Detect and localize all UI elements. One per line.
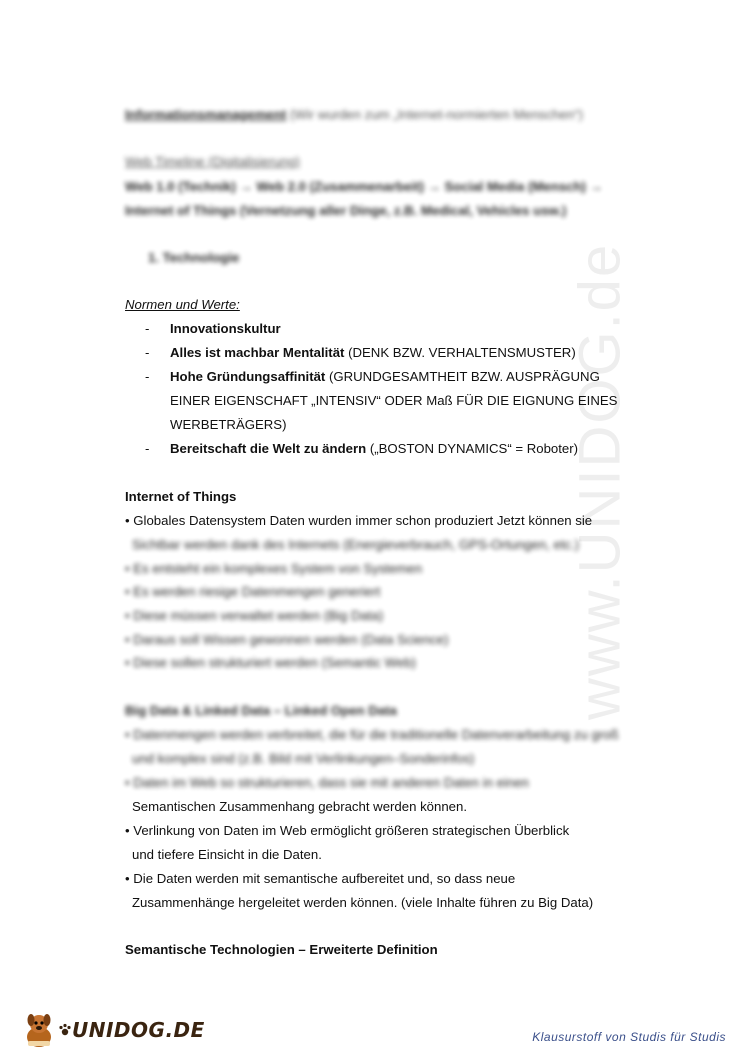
iot-heading: Internet of Things — [125, 489, 237, 504]
blurred-line: • Diese sollen strukturiert werden (Semantic Web) — [125, 655, 416, 670]
semantic-heading: Semantische Technologien – Erweiterte Definition — [125, 942, 438, 957]
item-bold: Alles ist machbar Mentalität — [170, 345, 345, 360]
bigdata-line: Semantischen Zusammenhang gebracht werden können. — [132, 799, 468, 814]
item-bold: Innovationskultur — [170, 321, 281, 336]
item-continuation: EINER EIGENSCHAFT „INTENSIV“ ODER Maß FÜR DIE EIGNUNG EINES — [170, 393, 618, 408]
item-rest: (DENK BZW. VERHALTENSMUSTER) — [344, 345, 576, 360]
item-rest: (GRUNDGESAMTHEIT BZW. AUSPRÄGUNG — [325, 369, 600, 384]
footer-tagline: Klausurstoff von Studis für Studis — [532, 1030, 726, 1044]
section-technologie: 1. Technologie — [148, 250, 240, 265]
timeline-heading: Web Timeline (Digitalisierung) — [125, 154, 300, 169]
bigdata-heading: Big Data & Linked Data – Linked Open Data — [125, 703, 397, 718]
blurred-line: Sichtbar werden dank des Internets (Energieverbrauch, GPS-Ortungen, etc.) — [132, 537, 580, 552]
bigdata-line: und tiefere Einsicht in die Daten. — [132, 847, 322, 862]
document-page: www.UNIDOG.de Informationsmanagement (Wir wurden zum „Internet-normierten Menschen“) Web Timeline (Digitalisierung) Web 1.0 (Technik) → Web 2.0 (Zusammenarbeit) → Social Media (Mensch) → Internet of Things (Vernetzung aller Dinge, z.B. Medical, Vehicles usw.) 1. Technologie Normen und Werte: - Innovationskultur - Alles ist machbar Mentalität (DENK BZW. VERHALTENSMUSTER) - Hohe Gründungsaffinität (GRUNDGESAMTHEIT BZW. AUSPRÄGUNG EINER EIGENSCHAFT „INTENSIV“ ODER Maß FÜR DIE EIGNUNG EINES WERBETRÄGERS) - Bereitschaft die Welt zu ändern („BOSTON DYNAMICS“ = Roboter) Internet of Things • Globales Datensystem Daten wurden immer schon produziert Jetzt können sie Sichtbar werden dank des Internets (Energieverbrauch, GPS-Ortungen, etc.) • Es entsteht ein komplexes System von Systemen • Es werden riesige Datenmengen generiert • Diese müssen verwaltet werden (Big Data) • Daraus soll Wissen gewonnen werden (Data Science) • Diese sollen strukturiert werden (Semantic Web) Big Data & Linked Data – Linked Open Data • Datenmengen werden verbreitet, die für die traditionelle Datenverarbeitung zu groß und komplex sind (z.B. Bild mit Verlinkungen–Sonderinfos) • Daten im Web so strukturieren, dass sie mit anderen Daten in einen Semantischen Zusammenhang gebracht werden können. • Verlinkung von Daten im Web ermöglicht größeren strategischen Überblick und tiefere Einsicht in die Daten. • Die Daten werden mit semantische aufbereitet und, so dass neue Zusammenhänge hergeleitet werden können. (viele Inhalte führen zu Big Data) Semantische Technologien – Erweiterte Definition UNIDOG.DE Klausurstoff von Studis für Studis — [0, 0, 750, 1059]
blurred-line: • Es entsteht ein komplexes System von Systemen — [125, 561, 423, 576]
iot-line-1: • Globales Datensystem Daten wurden immer schon produziert Jetzt können sie — [125, 513, 593, 528]
bigdata-line: • Die Daten werden mit semantische aufbereitet und, so dass neue — [125, 871, 516, 886]
normen-heading: Normen und Werte: — [125, 297, 240, 312]
blurred-line: • Diese müssen verwaltet werden (Big Data) — [125, 608, 384, 623]
item-rest: („BOSTON DYNAMICS“ = Roboter) — [366, 441, 579, 456]
dog-mascot-icon — [22, 1011, 56, 1049]
bigdata-line: • Verlinkung von Daten im Web ermöglicht größeren strategischen Überblick — [125, 823, 570, 838]
blurred-line: • Datenmengen werden verbreitet, die für die traditionelle Datenverarbeitung zu groß — [125, 727, 619, 742]
blurred-line: • Es werden riesige Datenmengen generiert — [125, 584, 381, 599]
item-bold: Hohe Gründungsaffinität — [170, 369, 326, 384]
timeline-line-2: Internet of Things (Vernetzung aller Dinge, z.B. Medical, Vehicles usw.) — [125, 203, 567, 218]
blurred-line: • Daten im Web so strukturieren, dass sie mit anderen Daten in einen — [125, 775, 529, 790]
timeline-line-1: Web 1.0 (Technik) → Web 2.0 (Zusammenarbeit) → Social Media (Mensch) → — [125, 179, 603, 194]
paw-icon — [58, 1023, 72, 1037]
bigdata-line: Zusammenhänge hergeleitet werden können. (viele Inhalte führen zu Big Data) — [132, 895, 594, 910]
logo-text: UNIDOG.DE — [72, 1018, 205, 1042]
doc-title-line — [125, 106, 583, 124]
doc-title: Informationsmanagement — [125, 107, 287, 122]
blurred-line: und komplex sind (z.B. Bild mit Verlinkungen–Sonderinfos) — [132, 751, 475, 766]
doc-title-note: (Wir wurden zum „Internet-normierten Menschen“) — [289, 107, 584, 122]
item-bold: Bereitschaft die Welt zu ändern — [170, 441, 367, 456]
unidog-logo — [22, 1010, 205, 1050]
item-continuation: WERBETRÄGERS) — [170, 417, 287, 432]
blurred-line: • Daraus soll Wissen gewonnen werden (Data Science) — [125, 632, 449, 647]
watermark: www.UNIDOG.de — [567, 242, 633, 720]
